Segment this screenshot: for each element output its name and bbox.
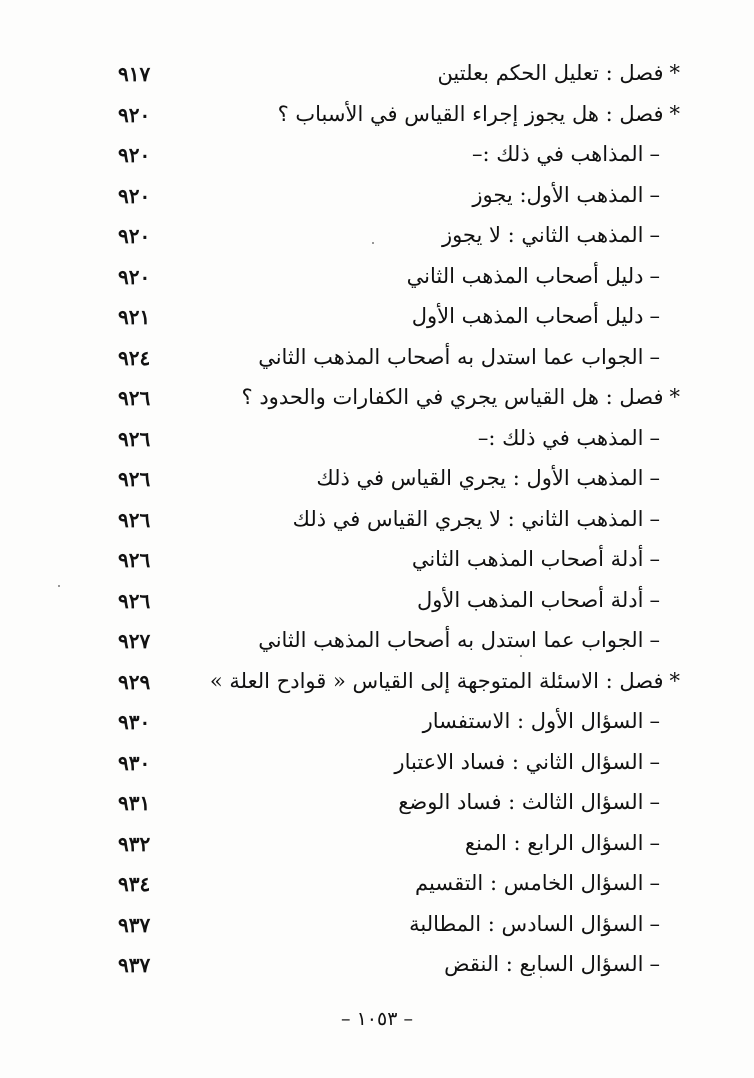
toc-entry — [110, 54, 690, 95]
toc-entry-text: فصل : تعليل الحكم بعلتين — [437, 61, 664, 85]
toc-entry-title — [417, 585, 660, 615]
toc-page-number: ٩٢٦ — [118, 467, 151, 491]
toc-entry — [110, 662, 690, 703]
toc-entry-text: فصل : الاسئلة المتوجهة إلى القياس « قوادح العلة » — [209, 668, 664, 693]
toc-entry-text: السؤال السابع : النقض — [444, 952, 644, 976]
toc-entry-title — [472, 139, 660, 169]
toc-entry — [110, 95, 690, 136]
toc-entry-title — [442, 220, 660, 250]
toc-page-number: ٩٢٦ — [118, 588, 151, 613]
toc-entry-text: أدلة أصحاب المذهب الثاني — [411, 547, 644, 571]
toc-entry-text: الجواب عما استدل به أصحاب المذهب الثاني — [258, 628, 644, 652]
page-number-footer: – ١٠٥٣ – — [341, 1008, 413, 1030]
toc-entry-title — [242, 382, 681, 412]
toc-page-number: ٩٢٦ — [118, 548, 151, 572]
toc-entry — [110, 945, 690, 986]
toc-page-number: ٩٢٤ — [118, 345, 151, 370]
toc-entry-title — [444, 949, 660, 979]
toc-page-number: ٩٣٢ — [118, 831, 151, 856]
toc-entry — [110, 581, 690, 622]
toc-entry-title — [415, 868, 660, 898]
dash-marker: – — [649, 223, 660, 247]
toc-entry — [110, 824, 690, 865]
dash-marker: – — [649, 142, 660, 166]
toc-entry-title — [398, 787, 660, 817]
toc-page-number: ٩٢٧ — [118, 629, 151, 653]
dash-marker: – — [649, 182, 660, 207]
toc-page-number: ٩٢٦ — [118, 507, 151, 532]
dash-marker: – — [649, 547, 660, 571]
toc-entry-title — [293, 504, 660, 534]
dash-marker: – — [649, 790, 660, 814]
toc-page-number: ٩٢٠ — [118, 224, 151, 248]
dash-marker: – — [649, 587, 660, 612]
table-of-contents — [110, 54, 690, 986]
toc-entry-text: الجواب عما استدل به أصحاب المذهب الثاني — [258, 344, 644, 369]
dash-marker: – — [649, 304, 660, 328]
dash-marker: – — [649, 263, 660, 288]
toc-page-number: ٩٣٧ — [118, 912, 151, 937]
toc-entry — [110, 783, 690, 824]
toc-entry — [110, 702, 690, 743]
toc-entry-text: أدلة أصحاب المذهب الأول — [416, 587, 644, 612]
toc-page-number: ٩٣٠ — [118, 750, 151, 775]
toc-entry-title — [478, 423, 660, 453]
toc-entry-title — [258, 625, 660, 655]
toc-page-number: ٩٢٦ — [118, 386, 151, 410]
dash-marker: – — [649, 749, 660, 774]
toc-entry-text: السؤال السادس : المطالبة — [409, 911, 644, 936]
asterisk-marker: * — [669, 668, 680, 693]
toc-entry-text: المذهب الثاني : لا يجري القياس في ذلك — [292, 506, 644, 531]
dash-marker: – — [649, 628, 660, 652]
toc-page-number: ٩٢٦ — [118, 426, 151, 451]
toc-entry-text: فصل : هل يجوز إجراء القياس في الأسباب ؟ — [277, 101, 664, 126]
asterisk-marker: * — [669, 61, 680, 85]
toc-entry-text: فصل : هل القياس يجري في الكفارات والحدود ؟ — [241, 385, 664, 409]
toc-entry — [110, 257, 690, 298]
toc-entry-title — [465, 828, 660, 858]
toc-page-number: ٩٢٠ — [118, 143, 151, 167]
toc-entry-text: السؤال الخامس : التقسيم — [415, 871, 644, 895]
toc-entry-text: السؤال الثاني : فساد الاعتبار — [394, 749, 644, 774]
toc-page-number: ٩٢٠ — [118, 102, 151, 127]
toc-entry-text: دليل أصحاب المذهب الأول — [411, 304, 644, 328]
toc-page-number: ٩٢٠ — [118, 183, 151, 208]
toc-page-number: ٩٣٠ — [118, 710, 151, 734]
scan-speck — [372, 242, 374, 244]
toc-entry-title — [423, 706, 660, 736]
dash-marker: – — [649, 952, 660, 976]
toc-entry-title — [412, 544, 660, 574]
toc-entry — [110, 500, 690, 541]
toc-entry — [110, 338, 690, 379]
toc-entry — [110, 905, 690, 946]
toc-entry-title — [316, 463, 660, 493]
asterisk-marker: * — [669, 385, 680, 409]
toc-page-number: ٩١٧ — [118, 62, 151, 86]
toc-entry-text: المذاهب في ذلك :– — [471, 142, 644, 166]
toc-entry — [110, 743, 690, 784]
scan-speck — [58, 585, 60, 587]
toc-entry-title — [278, 99, 680, 129]
toc-entry-text: السؤال الأول : الاستفسار — [422, 709, 644, 733]
toc-entry-text: السؤال الثالث : فساد الوضع — [398, 790, 644, 814]
toc-entry-title — [437, 58, 680, 88]
scan-speck — [520, 655, 522, 657]
dash-marker: – — [649, 506, 660, 531]
dash-marker: – — [649, 466, 660, 490]
toc-entry-title — [472, 180, 660, 210]
toc-entry-title — [409, 909, 660, 939]
dash-marker: – — [649, 425, 660, 450]
toc-entry — [110, 864, 690, 905]
toc-entry-title — [412, 301, 660, 331]
dash-marker: – — [649, 830, 660, 855]
toc-page-number: ٩٣٤ — [118, 872, 151, 896]
toc-entry-text: المذهب الأول: يجوز — [472, 182, 644, 207]
toc-page-number: ٩٢٩ — [118, 669, 151, 694]
dash-marker: – — [649, 709, 660, 733]
toc-entry — [110, 540, 690, 581]
toc-page-number: ٩٣٧ — [118, 953, 151, 977]
toc-entry — [110, 135, 690, 176]
toc-entry — [110, 216, 690, 257]
toc-entry — [110, 176, 690, 217]
toc-entry — [110, 459, 690, 500]
dash-marker: – — [649, 344, 660, 369]
toc-entry-title — [258, 342, 660, 372]
toc-entry-text: المذهب في ذلك :– — [477, 425, 644, 450]
toc-entry-title — [407, 261, 660, 291]
toc-entry-title — [394, 747, 660, 777]
toc-entry — [110, 297, 690, 338]
asterisk-marker: * — [669, 101, 680, 126]
toc-entry — [110, 621, 690, 662]
toc-entry-title — [210, 666, 680, 696]
toc-page-number: ٩٢٠ — [118, 264, 151, 289]
toc-page-number: ٩٣١ — [118, 791, 151, 815]
toc-entry-text: السؤال الرابع : المنع — [464, 830, 644, 855]
toc-entry-text: المذهب الأول : يجري القياس في ذلك — [316, 466, 644, 490]
scan-speck — [540, 976, 542, 978]
dash-marker: – — [649, 911, 660, 936]
toc-entry-text: دليل أصحاب المذهب الثاني — [406, 263, 644, 288]
toc-entry — [110, 419, 690, 460]
toc-page-number: ٩٢١ — [118, 305, 151, 329]
toc-entry-text: المذهب الثاني : لا يجوز — [441, 223, 644, 247]
dash-marker: – — [649, 871, 660, 895]
toc-entry — [110, 378, 690, 419]
